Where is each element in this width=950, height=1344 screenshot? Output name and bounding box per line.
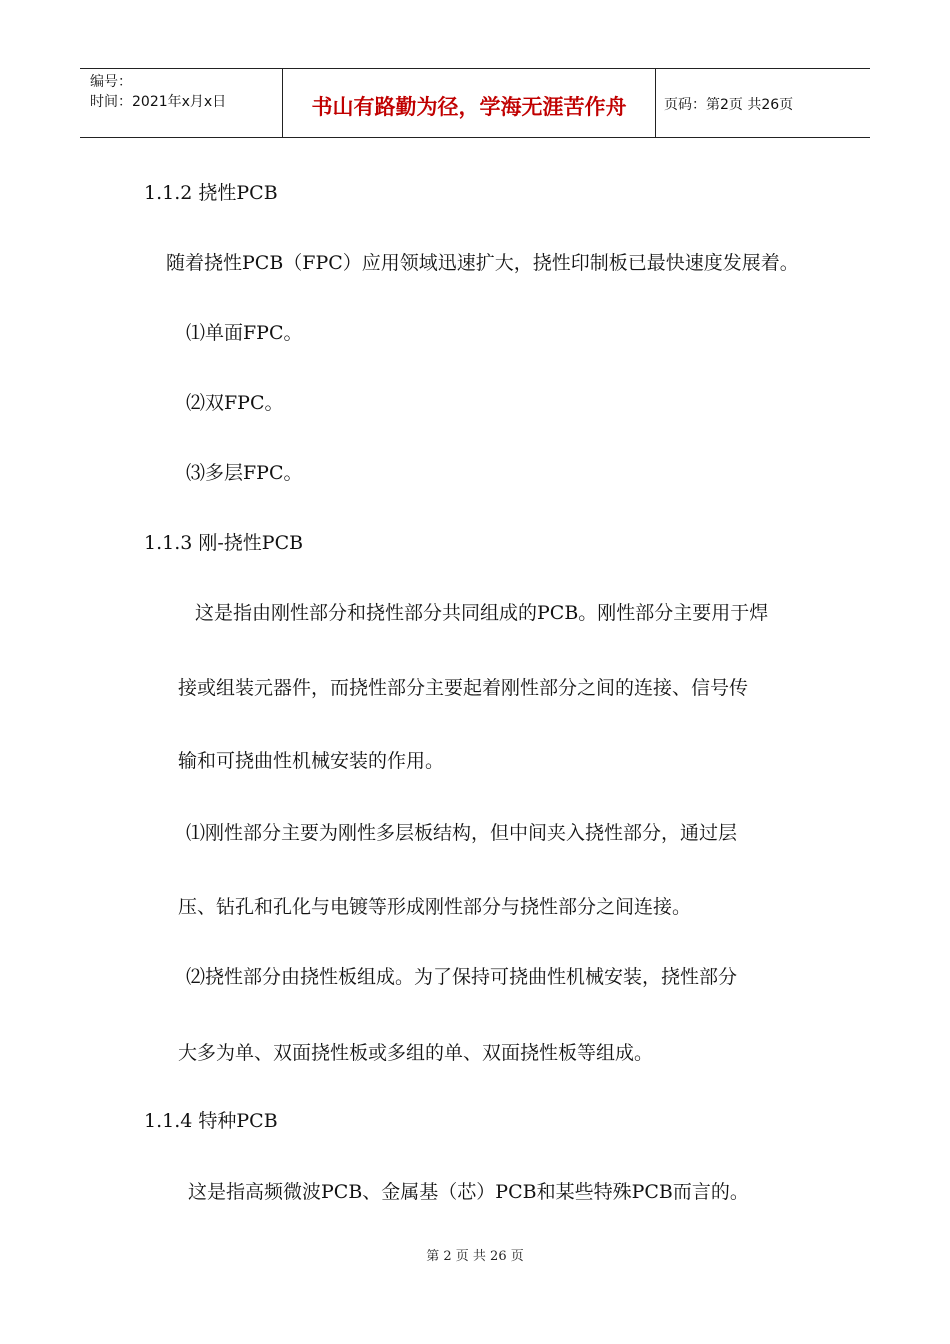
paragraph-rigid-line-3: 输和可挠曲性机械安装的作用。 <box>178 750 445 772</box>
paragraph-rigid-line-2: 接或组装元器件，而挠性部分主要起着刚性部分之间的连接、信号传 <box>178 677 749 699</box>
list-item-multilayer-fpc: ⑶多层FPC。 <box>186 462 303 484</box>
paragraph-item1-line-1: ⑴刚性部分主要为刚性多层板结构，但中间夹入挠性部分，通过层 <box>186 822 738 844</box>
paragraph-item1-line-2: 压、钻孔和孔化与电镀等形成刚性部分与挠性部分之间连接。 <box>178 896 692 918</box>
section-heading-1-1-3: 1.1.3 刚-挠性PCB <box>144 532 304 554</box>
list-item-double-fpc: ⑵双FPC。 <box>186 392 284 414</box>
paragraph-item2-line-1: ⑵挠性部分由挠性板组成。为了保持可挠曲性机械安装，挠性部分 <box>186 966 738 988</box>
section-heading-1-1-4: 1.1.4 特种PCB <box>144 1110 278 1132</box>
paragraph-special: 这是指高频微波PCB、金属基（芯）PCB和某些特殊PCB而言的。 <box>188 1181 749 1203</box>
page-info: 页码：第2页 共26页 <box>664 97 794 113</box>
page-header <box>80 68 870 138</box>
header-page-cell <box>655 69 870 137</box>
paragraph-rigid-line-1: 这是指由刚性部分和挠性部分共同组成的PCB。刚性部分主要用于焊 <box>195 602 769 624</box>
motto: 书山有路勤为径，学海无涯苦作舟 <box>311 95 627 119</box>
header-motto-cell <box>282 69 656 137</box>
paragraph-item2-line-2: 大多为单、双面挠性板或多组的单、双面挠性板等组成。 <box>178 1042 654 1064</box>
number-label: 编号： <box>90 74 132 90</box>
header-meta <box>80 69 282 137</box>
time-label: 时间：2021年x月x日 <box>90 94 227 110</box>
paragraph-flex-intro: 随着挠性PCB（FPC）应用领域迅速扩大，挠性印制板已最快速度发展着。 <box>166 252 799 274</box>
page-footer: 第 2 页 共 26 页 <box>426 1249 524 1264</box>
section-heading-1-1-2: 1.1.2 挠性PCB <box>144 182 278 204</box>
list-item-single-fpc: ⑴单面FPC。 <box>186 322 303 344</box>
